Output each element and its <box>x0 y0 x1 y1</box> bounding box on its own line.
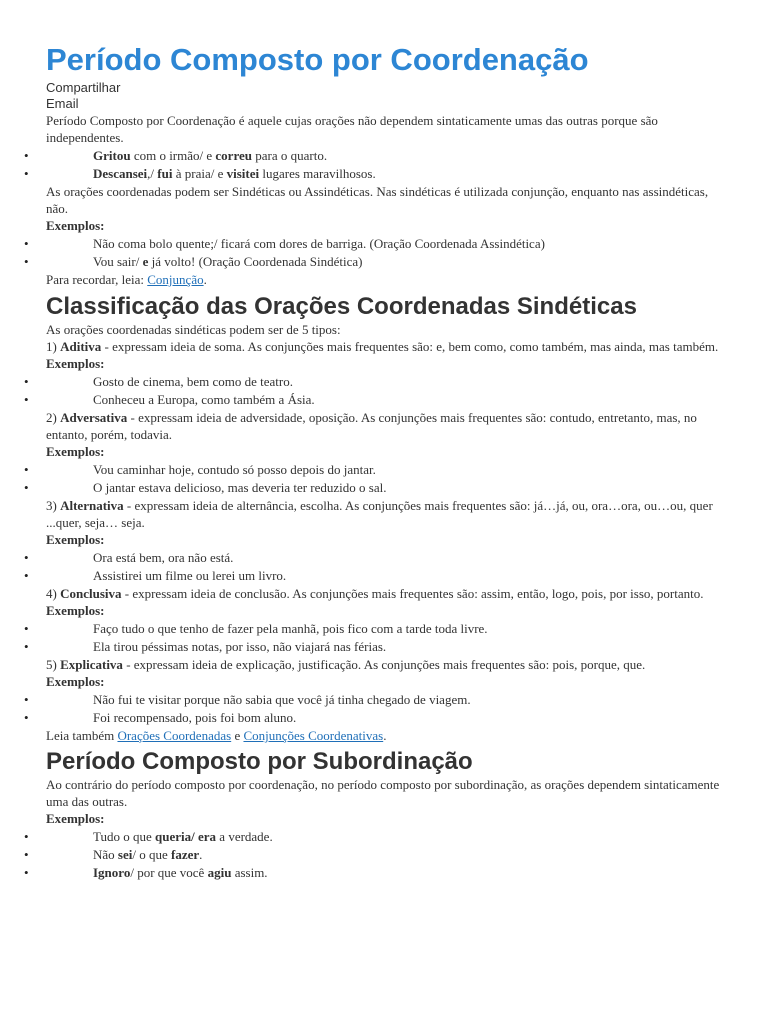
bullet-icon: • <box>24 568 29 583</box>
list-item <box>24 391 726 408</box>
example-text: Não <box>93 847 118 862</box>
conjuncao-link[interactable]: Conjunção <box>147 272 204 287</box>
list-item <box>24 165 726 182</box>
type-paragraph-aditiva <box>46 338 726 355</box>
also-end: . <box>383 728 387 743</box>
share-link[interactable]: Compartilhar <box>46 80 121 95</box>
examples-label: Exemplos: <box>46 356 105 371</box>
type-number: 5) <box>46 657 61 672</box>
type-example-list <box>24 461 726 496</box>
type-paragraph-alternativa <box>46 497 726 531</box>
recall-text: Para recordar, leia: <box>46 272 148 287</box>
example-text: / por que você <box>130 865 208 880</box>
verb-emphasis: Ignoro <box>93 865 131 880</box>
examples-label: Exemplos: <box>46 811 105 826</box>
example-list-2 <box>24 235 726 270</box>
type-number: 4) <box>46 586 61 601</box>
type-name: Explicativa <box>60 657 123 672</box>
also-mid: e <box>231 728 244 743</box>
bullet-icon: • <box>24 847 29 862</box>
list-item <box>24 461 726 478</box>
bullet-icon: • <box>24 550 29 565</box>
list-item <box>24 864 726 881</box>
type-description: - expressam ideia de soma. As conjunções mais frequentes são: e, bem como, como também, mas ainda, mas também. <box>101 339 719 354</box>
type-name: Adversativa <box>60 410 128 425</box>
example-text: a verdade. <box>216 829 273 844</box>
bullet-icon: • <box>24 829 29 844</box>
type-example-list <box>24 373 726 408</box>
bullet-icon: • <box>24 148 29 163</box>
types-intro: As orações coordenadas sindéticas podem ser de 5 tipos: <box>46 322 341 337</box>
intro-paragraph: Período Composto por Coordenação é aquele cujas orações não dependem sintaticamente umas das outras porque são independentes. <box>46 113 658 145</box>
bullet-icon: • <box>24 166 29 181</box>
example-text: com o irmão/ e <box>130 148 216 163</box>
example-text: Faço tudo o que tenho de fazer pela manhã, pois fico com a tarde toda livre. <box>93 621 488 636</box>
type-paragraph-adversativa <box>46 409 726 443</box>
list-item <box>24 828 726 845</box>
list-item <box>24 479 726 496</box>
verb-emphasis: queria/ <box>155 829 195 844</box>
type-paragraph-conclusiva <box>46 585 726 602</box>
list-item <box>24 253 726 270</box>
bullet-icon: • <box>24 639 29 654</box>
examples-label: Exemplos: <box>46 603 105 618</box>
bullet-icon: • <box>24 692 29 707</box>
list-item <box>24 846 726 863</box>
bullet-icon: • <box>24 710 29 725</box>
verb-emphasis: Descansei <box>93 166 148 181</box>
bullet-icon: • <box>24 254 29 269</box>
also-text: Leia também <box>46 728 118 743</box>
list-item <box>24 709 726 726</box>
type-number: 2) <box>46 410 61 425</box>
bullet-icon: • <box>24 236 29 251</box>
types-container <box>24 338 726 726</box>
recall-end: . <box>203 272 207 287</box>
section-heading-classificacao: Classificação das Orações Coordenadas Sindéticas <box>46 293 637 320</box>
example-text: Foi recompensado, pois foi bom aluno. <box>93 710 297 725</box>
list-item <box>24 147 726 164</box>
verb-emphasis: agiu <box>207 865 232 880</box>
example-text: assim. <box>231 865 268 880</box>
example-text: Conheceu a Europa, como também a Ásia. <box>93 392 315 407</box>
type-example-list <box>24 620 726 655</box>
example-text: Ela tirou péssimas notas, por isso, não viajará nas férias. <box>93 639 387 654</box>
type-number: 3) <box>46 498 61 513</box>
examples-label: Exemplos: <box>46 218 105 233</box>
type-example-list <box>24 691 726 726</box>
example-text: Ora está bem, ora não está. <box>93 550 234 565</box>
example-text: O jantar estava delicioso, mas deveria ter reduzido o sal. <box>93 480 387 495</box>
type-description: - expressam ideia de conclusão. As conjunções mais frequentes são: assim, então, logo, pois, por isso, portanto. <box>121 586 704 601</box>
bullet-icon: • <box>24 392 29 407</box>
also-read-paragraph <box>46 727 726 744</box>
bullet-icon: • <box>24 865 29 880</box>
bullet-icon: • <box>24 374 29 389</box>
verb-emphasis: Gritou <box>93 148 131 163</box>
section-heading-subordinacao: Período Composto por Subordinação <box>46 748 473 775</box>
email-link[interactable]: Email <box>46 96 79 111</box>
verb-emphasis: correu <box>215 148 252 163</box>
type-paragraph-explicativa <box>46 656 726 673</box>
example-text: à praia/ e <box>172 166 227 181</box>
example-text: / o que <box>132 847 172 862</box>
conjuncoes-coordenativas-link[interactable]: Conjunções Coordenativas <box>243 728 384 743</box>
type-description: - expressam ideia de adversidade, oposição. As conjunções mais frequentes são: contudo, entretanto, mas, no entanto, porém, todavia. <box>46 410 697 442</box>
example-text: Vou caminhar hoje, contudo só posso depois do jantar. <box>93 462 376 477</box>
subordinacao-paragraph: Ao contrário do período composto por coordenação, no período composto por subordinação, as orações dependem sintaticamente uma das outras. <box>46 777 720 809</box>
verb-emphasis: fazer <box>171 847 200 862</box>
example-text: lugares maravilhosos. <box>259 166 376 181</box>
type-description: - expressam ideia de alternância, escolha. As conjunções mais frequentes são: já…já, ou, ora…ora, ou…ou, quer ...quer, seja… seja. <box>46 498 713 530</box>
list-item <box>24 638 726 655</box>
examples-label: Exemplos: <box>46 444 105 459</box>
example-text: Não coma bolo quente;/ ficará com dores de barriga. (Oração Coordenada Assindética) <box>93 236 545 251</box>
oracoes-coordenadas-link[interactable]: Orações Coordenadas <box>117 728 232 743</box>
example-text: já volto! (Oração Coordenada Sindética) <box>148 254 363 269</box>
example-list-3 <box>24 828 726 881</box>
example-text: ,/ <box>147 166 158 181</box>
type-name: Aditiva <box>60 339 102 354</box>
bullet-icon: • <box>24 462 29 477</box>
verb-emphasis: fui <box>157 166 173 181</box>
list-item <box>24 373 726 390</box>
example-text: Gosto de cinema, bem como de teatro. <box>93 374 293 389</box>
verb-emphasis: sei <box>117 847 133 862</box>
article <box>24 40 726 882</box>
sindeticas-paragraph: As orações coordenadas podem ser Sindéticas ou Assindéticas. Nas sindéticas é utilizada conjunção, enquanto nas assindéticas, não. <box>46 184 709 216</box>
bullet-icon: • <box>24 621 29 636</box>
list-item <box>24 691 726 708</box>
list-item <box>24 620 726 637</box>
example-text: Tudo o que <box>93 829 156 844</box>
verb-emphasis: era <box>198 829 217 844</box>
example-text: Assistirei um filme ou lerei um livro. <box>93 568 287 583</box>
list-item <box>24 567 726 584</box>
recall-paragraph <box>46 271 726 288</box>
type-name: Conclusiva <box>60 586 122 601</box>
examples-label: Exemplos: <box>46 532 105 547</box>
list-item <box>24 549 726 566</box>
verb-emphasis: visitei <box>226 166 260 181</box>
type-description: - expressam ideia de explicação, justificação. As conjunções mais frequentes são: pois, porque, que. <box>122 657 646 672</box>
example-text: . <box>199 847 203 862</box>
examples-label: Exemplos: <box>46 674 105 689</box>
example-text: para o quarto. <box>251 148 328 163</box>
type-example-list <box>24 549 726 584</box>
page-title: Período Composto por Coordenação <box>46 42 589 77</box>
example-text: Não fui te visitar porque não sabia que você já tinha chegado de viagem. <box>93 692 471 707</box>
example-list-1 <box>24 147 726 182</box>
verb-emphasis: e <box>142 254 149 269</box>
example-text: Vou sair/ <box>93 254 143 269</box>
list-item <box>24 235 726 252</box>
type-number: 1) <box>46 339 61 354</box>
type-name: Alternativa <box>60 498 124 513</box>
bullet-icon: • <box>24 480 29 495</box>
